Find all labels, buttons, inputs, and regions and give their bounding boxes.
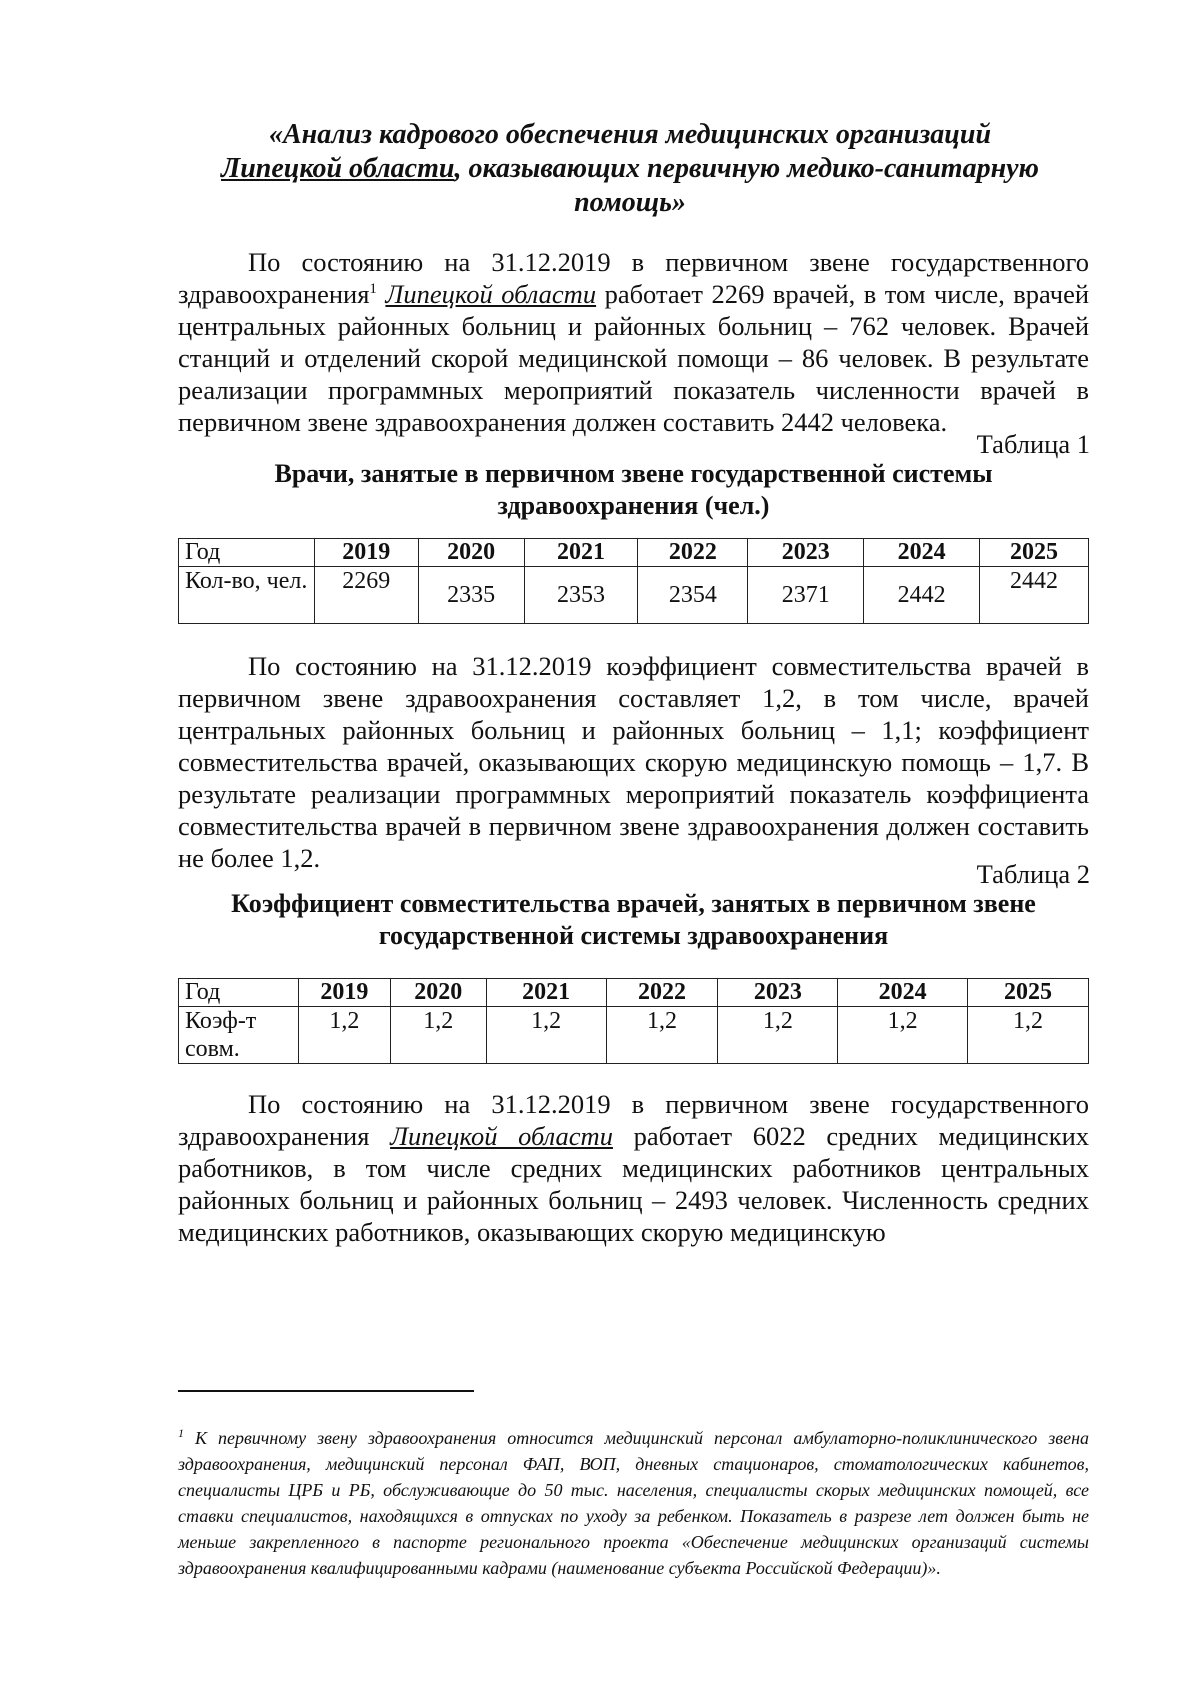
table-2-header-label: Год xyxy=(179,979,299,1007)
table-2-value: 1,2 xyxy=(390,1007,486,1064)
footnote-mark: 1 xyxy=(178,1426,184,1440)
document-title xyxy=(170,118,1090,220)
table-1-value: 2335 xyxy=(418,567,524,624)
table-1-row-label: Кол-во, чел. xyxy=(179,567,315,624)
table-1-value: 2354 xyxy=(638,567,748,624)
table-2 xyxy=(178,978,1089,1064)
paragraph-3-region: Липецкой области xyxy=(390,1121,613,1151)
paragraph-3-rest: работает 6022 средних медицинских работников, в том числе средних медицинских работников центральных районных больниц и районных больниц – 2493 человек. Численность средних медицинских работников, оказывающих скорую медицинскую xyxy=(178,1121,1090,1247)
table-2-year: 2021 xyxy=(486,979,606,1007)
table-1-value-row xyxy=(179,567,1089,624)
footnote-separator xyxy=(178,1390,474,1392)
table-1-year: 2023 xyxy=(748,539,864,567)
table-1-header-row xyxy=(179,539,1089,567)
table-2-year: 2022 xyxy=(606,979,718,1007)
paragraph-1-start: По состоянию на 31.12.2019 в первичном звене государственного здравоохранения xyxy=(178,247,1089,309)
footnote-reference: 1 xyxy=(369,281,377,298)
table-1-year: 2021 xyxy=(524,539,638,567)
paragraph-1 xyxy=(178,246,1089,438)
table-2-year: 2024 xyxy=(838,979,968,1007)
table-2-row-label: Коэф-т совм. xyxy=(179,1007,299,1064)
table-1-value: 2353 xyxy=(524,567,638,624)
table-2-value-row xyxy=(179,1007,1089,1064)
table-2-header-row xyxy=(179,979,1089,1007)
footnote xyxy=(178,1420,1089,1581)
title-line-1: «Анализ кадрового обеспечения медицинских организаций xyxy=(268,119,992,150)
table-2-value: 1,2 xyxy=(606,1007,718,1064)
title-line-3: помощь» xyxy=(574,187,686,218)
table-2-value: 1,2 xyxy=(838,1007,968,1064)
table-1 xyxy=(178,538,1089,624)
paragraph-1-region: Липецкой области xyxy=(385,279,597,309)
paragraph-2: По состоянию на 31.12.2019 коэффициент совместительства врачей в первичном звене здравоохранения составляет 1,2, в том числе, врачей центральных районных больниц и районных больниц – 1,1; коэффициент совместительства врачей, оказывающих скорую медицинскую помощь – 1,7. В результате реализации программных мероприятий показатель коэффициента совместительства врачей в первичном звене здравоохранения должен составить не более 1,2. xyxy=(178,651,1089,873)
table-1-title: Врачи, занятые в первичном звене государственной системы здравоохранения (чел.) xyxy=(274,459,993,520)
table-1-year: 2020 xyxy=(418,539,524,567)
table-1-value: 2442 xyxy=(980,567,1089,624)
title-line-2-rest: , оказывающих первичную медико-санитарную xyxy=(454,153,1039,184)
paragraph-1-rest: работает 2269 врачей, в том числе, врачей центральных районных больниц и районных больниц – 762 человек. Врачей станций и отделений скорой медицинской помощи – 86 человек. В результате реализации программных мероприятий показатель численности врачей в первичном звене здравоохранения должен составить 2442 человека. xyxy=(178,279,1090,437)
title-line-2 xyxy=(170,152,1090,186)
table-2-value: 1,2 xyxy=(968,1007,1089,1064)
table-1-value: 2371 xyxy=(748,567,864,624)
table-1-value: 2442 xyxy=(864,567,980,624)
title-region: Липецкой области xyxy=(220,153,455,184)
table-2-value: 1,2 xyxy=(298,1007,390,1064)
paragraph-3 xyxy=(178,1088,1089,1248)
table-2-value: 1,2 xyxy=(718,1007,838,1064)
table-1-year: 2024 xyxy=(864,539,980,567)
table-2-year: 2023 xyxy=(718,979,838,1007)
table-2-title: Коэффициент совместительства врачей, занятых в первичном звене государственной системы здравоохранения xyxy=(231,889,1036,950)
table-2-year: 2020 xyxy=(390,979,486,1007)
table-1-number: Таблица 1 xyxy=(976,429,1090,459)
table-1-year: 2019 xyxy=(314,539,418,567)
table-2-number: Таблица 2 xyxy=(976,859,1090,889)
table-2-year: 2019 xyxy=(298,979,390,1007)
footnote-text: К первичному звену здравоохранения относится медицинский персонал амбулаторно-поликлинического звена здравоохранения, медицинский персонал ФАП, ВОП, дневных стационаров, стоматологических кабинетов, специалисты ЦРБ и РБ, обслуживающие до 50 тыс. населения, специалисты скорых медицинских помощей, все ставки специалистов, находящихся в отпусках по уходу за ребенком. Показатель в разрезе лет должен быть не меньше закрепленного в паспорте регионального проекта «Обеспечение медицинских организаций системы здравоохранения квалифицированными кадрами (наименование субъекта Российской Федерации)». xyxy=(178,1428,1089,1578)
table-2-value: 1,2 xyxy=(486,1007,606,1064)
table-2-year: 2025 xyxy=(968,979,1089,1007)
table-1-header-label: Год xyxy=(179,539,315,567)
paragraph-3-start: По состоянию на 31.12.2019 в первичном звене государственного здравоохранения xyxy=(178,1089,1089,1151)
table-1-value: 2269 xyxy=(314,567,418,624)
table-1-year: 2025 xyxy=(980,539,1089,567)
table-1-year: 2022 xyxy=(638,539,748,567)
